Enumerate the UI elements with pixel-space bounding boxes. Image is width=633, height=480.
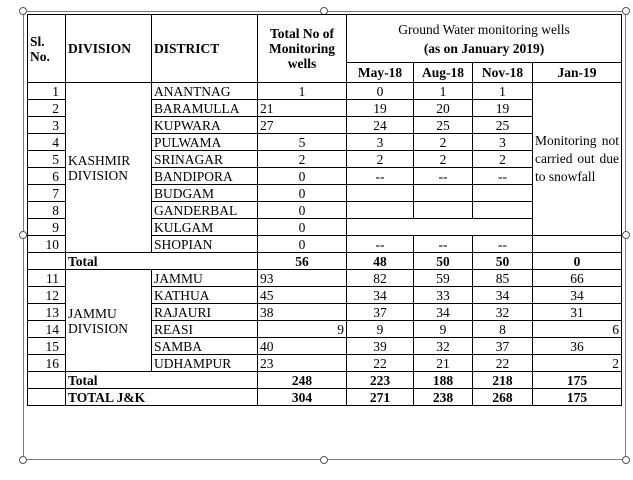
cell-sl: 13 [28,304,66,321]
cell-district: SHOPIAN [152,236,258,253]
cell-district: KATHUA [152,287,258,304]
cell-nov: 22 [473,355,533,372]
kashmir-total-nov: 50 [473,253,533,270]
cell-may: 0 [347,83,414,100]
cell-may [347,202,414,219]
cell-may: 22 [347,355,414,372]
header-gw-monitoring [347,15,622,63]
cell-may: 39 [347,338,414,355]
grand-total-jan: 175 [533,389,622,406]
grand-total-aug: 238 [414,389,473,406]
cell-total: 0 [258,202,347,219]
header-division: DIVISION [66,15,152,83]
cell-district: PULWAMA [152,134,258,151]
cell-sl: 1 [28,83,66,100]
cell-total: 93 [258,270,347,287]
cell-total: 0 [258,219,347,236]
cell-sl: 7 [28,185,66,202]
cell-aug: 2 [414,151,473,168]
grand-total-nov: 268 [473,389,533,406]
groundwater-wells-table[interactable] [27,14,622,406]
cell-total: 0 [258,236,347,253]
cell-nov: 34 [473,287,533,304]
cell-district: JAMMU [152,270,258,287]
cell-nov: 1 [473,83,533,100]
cell-district: KUPWARA [152,117,258,134]
cell-may [347,185,414,202]
cell-sl [28,372,66,389]
grand-total-row [28,389,622,406]
cell-sl: 15 [28,338,66,355]
jammu-total-nov: 218 [473,372,533,389]
cell-total: 2 [258,151,347,168]
header-gw-title: Ground Water monitoring wells [398,22,570,37]
cell-aug: -- [414,168,473,185]
header-sl-no: Sl. No. [28,15,66,83]
cell-district: KULGAM [152,219,258,236]
cell-may: 24 [347,117,414,134]
cell-aug [414,202,473,219]
resize-handle-bottom-right[interactable] [622,456,630,464]
cell-total: 0 [258,185,347,202]
cell-total: 45 [258,287,347,304]
header-district: DISTRICT [152,15,258,83]
cell-sl: 14 [28,321,66,338]
cell-sl: 3 [28,117,66,134]
cell-district: GANDERBAL [152,202,258,219]
cell-sl [28,253,66,270]
kashmir-total-row [28,253,622,270]
cell-aug: 21 [414,355,473,372]
cell-aug: 1 [414,83,473,100]
grand-total-wells: 304 [258,389,347,406]
resize-handle-bottom-left[interactable] [19,456,27,464]
cell-sl: 6 [28,168,66,185]
cell-jan: 36 [533,338,622,355]
cell-nov: 85 [473,270,533,287]
division-jammu: JAMMU DIVISION [66,270,152,372]
resize-handle-middle-left[interactable] [19,231,27,239]
header-gw-subtitle: (as on January 2019) [423,41,545,56]
cell-may: 2 [347,151,414,168]
header-aug-18: Aug-18 [414,63,473,83]
cell-nov: 37 [473,338,533,355]
cell-district: BUDGAM [152,185,258,202]
cell-merged-empty [347,219,533,236]
cell-may: -- [347,236,414,253]
table-row [28,270,622,287]
cell-may: -- [347,168,414,185]
cell-nov: 25 [473,117,533,134]
cell-nov: 8 [473,321,533,338]
header-may-18: May-18 [347,63,414,83]
kashmir-total-may: 48 [347,253,414,270]
cell-district: SRINAGAR [152,151,258,168]
cell-aug: 59 [414,270,473,287]
cell-total: 1 [258,83,347,100]
cell-may: 34 [347,287,414,304]
cell-jan: 34 [533,287,622,304]
cell-aug: 34 [414,304,473,321]
jammu-total-may: 223 [347,372,414,389]
cell-aug: 33 [414,287,473,304]
cell-may: 37 [347,304,414,321]
cell-jan: 66 [533,270,622,287]
kashmir-total-label: Total [66,253,258,270]
cell-aug [414,185,473,202]
cell-total: 38 [258,304,347,321]
resize-handle-top-left[interactable] [19,7,27,15]
cell-nov [473,202,533,219]
cell-aug: 2 [414,134,473,151]
cell-sl: 8 [28,202,66,219]
jammu-total-row [28,372,622,389]
cell-nov: 19 [473,100,533,117]
cell-nov [473,185,533,202]
kashmir-total-wells: 56 [258,253,347,270]
cell-district: RAJAURI [152,304,258,321]
cell-aug: 25 [414,117,473,134]
jammu-total-label: Total [66,372,258,389]
jammu-total-aug: 188 [414,372,473,389]
division-kashmir: KASHMIR DIVISION [66,83,152,253]
cell-nov: 32 [473,304,533,321]
cell-district: BARAMULLA [152,100,258,117]
cell-jan: 31 [533,304,622,321]
kashmir-total-jan: 0 [533,253,622,270]
jammu-total-jan: 175 [533,372,622,389]
cell-sl: 2 [28,100,66,117]
cell-total: 5 [258,134,347,151]
cell-aug: 20 [414,100,473,117]
cell-sl: 11 [28,270,66,287]
cell-may: 9 [347,321,414,338]
resize-handle-bottom-center[interactable] [320,456,328,464]
cell-district: BANDIPORA [152,168,258,185]
cell-nov: -- [473,236,533,253]
cell-sl [28,389,66,406]
cell-district: SAMBA [152,338,258,355]
header-total-wells: Total No of Monitoring wells [258,15,347,83]
resize-handle-middle-right[interactable] [622,231,630,239]
header-nov-18: Nov-18 [473,63,533,83]
cell-total: 23 [258,355,347,372]
jan-19-note: Monitoring not carried out due to snowfall [533,83,622,236]
cell-nov: -- [473,168,533,185]
cell-jan: 2 [533,355,622,372]
table-row [28,83,622,100]
cell-aug: 9 [414,321,473,338]
cell-jan: 6 [533,321,622,338]
grand-total-may: 271 [347,389,414,406]
cell-jan [533,236,622,253]
cell-sl: 9 [28,219,66,236]
header-jan-19: Jan-19 [533,63,622,83]
jammu-total-wells: 248 [258,372,347,389]
cell-total: 21 [258,100,347,117]
cell-aug: 32 [414,338,473,355]
cell-total: 9 [258,321,347,338]
cell-total: 27 [258,117,347,134]
cell-district: REASI [152,321,258,338]
cell-sl: 12 [28,287,66,304]
grand-total-label: TOTAL J&K [66,389,258,406]
cell-may: 19 [347,100,414,117]
cell-aug: -- [414,236,473,253]
cell-total: 0 [258,168,347,185]
cell-nov: 2 [473,151,533,168]
header-row-1 [28,15,622,63]
cell-district: UDHAMPUR [152,355,258,372]
cell-sl: 5 [28,151,66,168]
resize-handle-top-right[interactable] [622,7,630,15]
cell-sl: 16 [28,355,66,372]
cell-district: ANANTNAG [152,83,258,100]
kashmir-total-aug: 50 [414,253,473,270]
cell-total: 40 [258,338,347,355]
cell-sl: 4 [28,134,66,151]
cell-sl: 10 [28,236,66,253]
cell-may: 82 [347,270,414,287]
cell-nov: 3 [473,134,533,151]
cell-may: 3 [347,134,414,151]
